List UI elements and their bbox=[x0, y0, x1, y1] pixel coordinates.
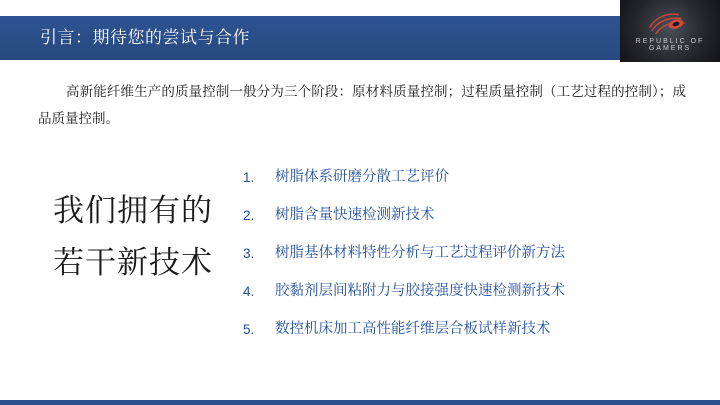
list-item-label: 树脂体系研磨分散工艺评价 bbox=[275, 169, 449, 185]
list-item bbox=[243, 312, 703, 347]
brand-logo bbox=[620, 0, 720, 62]
list-item-number: 5. bbox=[243, 322, 255, 337]
list-item-number: 1. bbox=[243, 170, 255, 185]
technology-list bbox=[243, 160, 703, 350]
list-item-label: 树脂基体材料特性分析与工艺过程评价新方法 bbox=[275, 245, 565, 261]
list-item-number: 2. bbox=[243, 208, 255, 223]
section-heading-line2: 若干新技术 bbox=[53, 245, 213, 280]
list-item bbox=[243, 274, 703, 309]
list-item bbox=[243, 160, 703, 195]
section-heading-line1: 我们拥有的 bbox=[53, 193, 213, 228]
page-title: 引言：期待您的尝试与合作 bbox=[40, 28, 250, 47]
list-item-label: 数控机床加工高性能纤维层合板试样新技术 bbox=[275, 321, 551, 337]
intro-paragraph: 高新能纤维生产的质量控制一般分为三个阶段：原材料质量控制；过程质量控制（工艺过程的控制）；成品质量控制。 bbox=[38, 84, 686, 126]
list-item-number: 4. bbox=[243, 284, 255, 299]
rog-eye-logo-icon bbox=[647, 10, 693, 36]
slide-footer-bar bbox=[0, 400, 720, 405]
section-heading bbox=[28, 185, 238, 289]
list-item bbox=[243, 236, 703, 271]
list-item bbox=[243, 198, 703, 233]
logo-wordmark: REPUBLIC OF GAMERS bbox=[635, 38, 705, 52]
list-item-label: 树脂含量快速检测新技术 bbox=[275, 207, 435, 223]
list-item-number: 3. bbox=[243, 246, 255, 261]
list-item-label: 胶黏剂层间粘附力与胶接强度快速检测新技术 bbox=[275, 283, 565, 299]
